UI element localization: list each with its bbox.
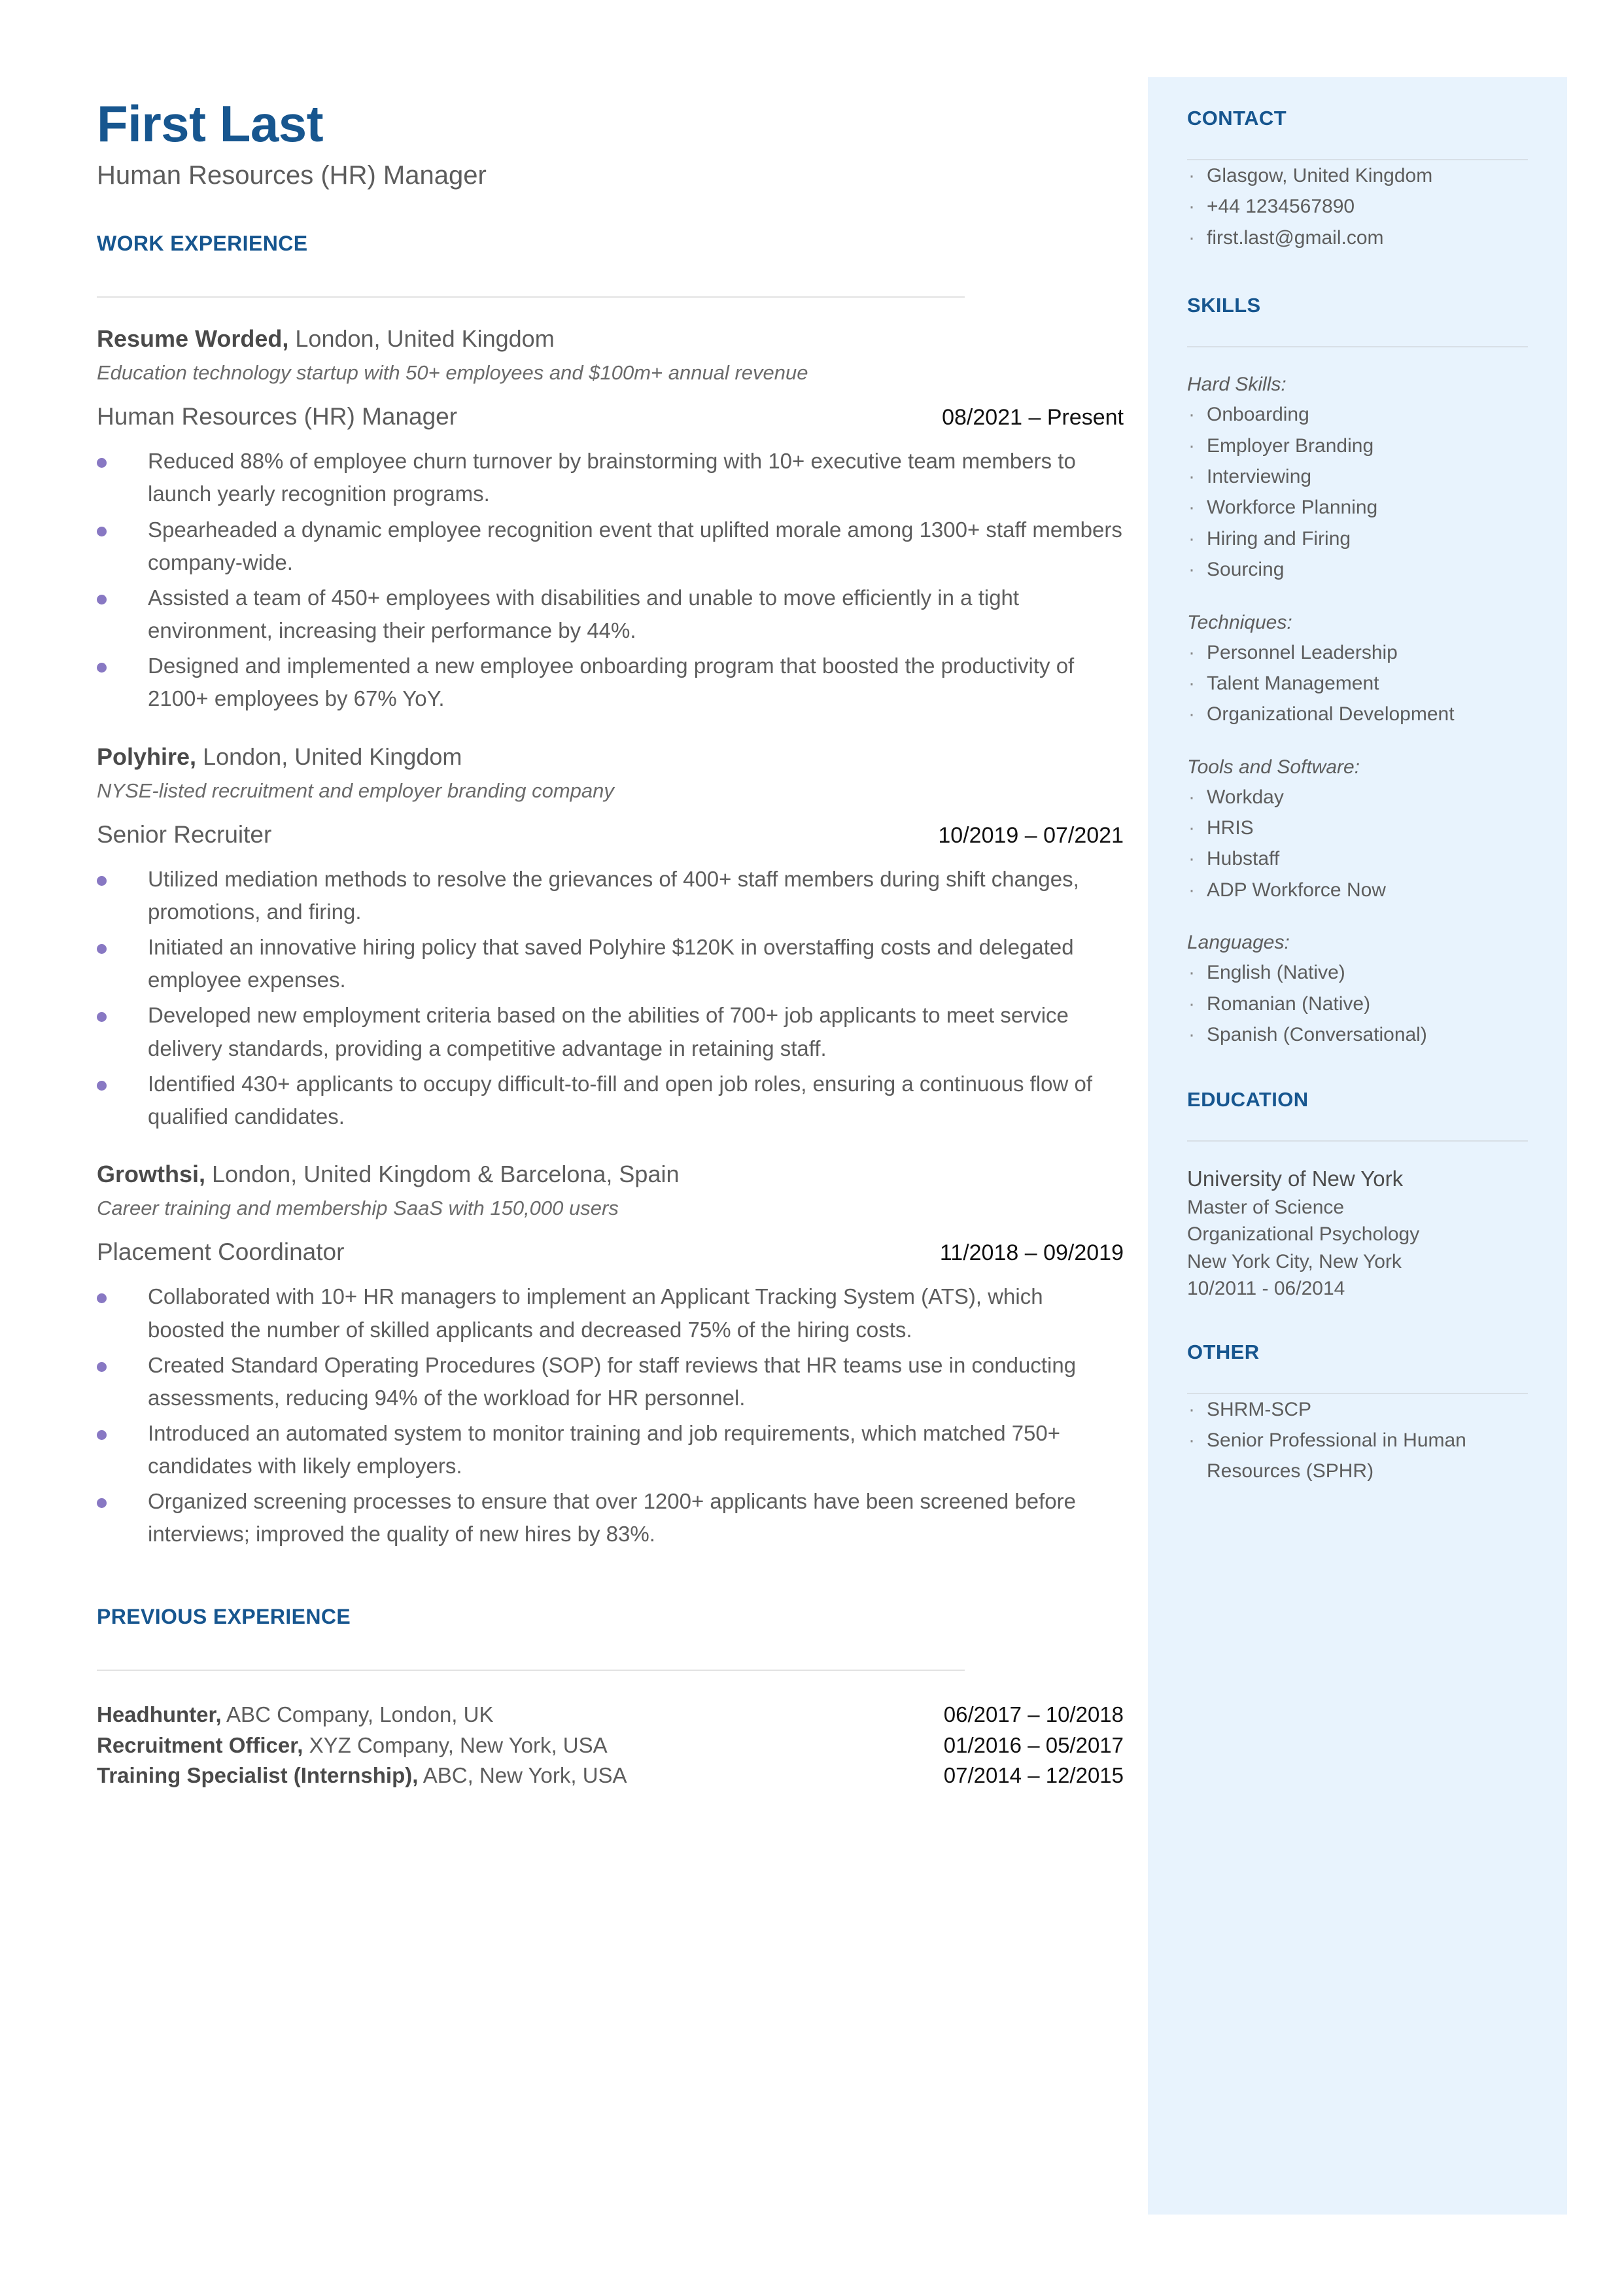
skill-item-text: ADP Workforce Now bbox=[1207, 879, 1386, 901]
other-item bbox=[1187, 1425, 1528, 1487]
contact-list bbox=[1187, 160, 1528, 253]
company-line bbox=[97, 742, 1124, 771]
bullet-dot-icon: · bbox=[1188, 404, 1195, 426]
achievement-item bbox=[97, 514, 1124, 579]
skill-item-text: Interviewing bbox=[1207, 465, 1312, 487]
achievement-item bbox=[97, 999, 1124, 1064]
achievement-item bbox=[97, 650, 1124, 715]
education-field: Organizational Psychology bbox=[1187, 1223, 1420, 1246]
section-heading-skills: SKILLS bbox=[1187, 294, 1261, 317]
skill-item-text: Employer Branding bbox=[1207, 434, 1374, 457]
achievement-item bbox=[97, 1280, 1124, 1346]
bullet-dot-icon: · bbox=[1188, 786, 1195, 808]
previous-role-title: Training Specialist (Internship), bbox=[97, 1763, 419, 1788]
bullet-dot-icon: · bbox=[1188, 165, 1195, 186]
education-entry bbox=[1187, 1164, 1528, 1302]
bullet-dot-icon bbox=[97, 1293, 107, 1303]
previous-role-label bbox=[97, 1730, 608, 1761]
achievement-text: Spearheaded a dynamic employee recognition event that uplifted morale among 1300+ staff members company-wide. bbox=[148, 517, 1122, 574]
bullet-dot-icon: · bbox=[1188, 1398, 1195, 1420]
skill-item-text: English (Native) bbox=[1207, 962, 1345, 984]
bullet-dot-icon: · bbox=[1188, 1024, 1195, 1046]
skill-group-label: Tools and Software: bbox=[1187, 756, 1360, 778]
main-content-column bbox=[97, 95, 1124, 1791]
bullet-dot-icon: · bbox=[1188, 962, 1195, 984]
section-divider-work-experience bbox=[97, 296, 965, 298]
skill-item-text: Personnel Leadership bbox=[1207, 641, 1398, 663]
skill-item-text: Hubstaff bbox=[1207, 848, 1280, 870]
section-heading-contact: CONTACT bbox=[1187, 107, 1287, 130]
skill-group-label: Hard Skills: bbox=[1187, 374, 1287, 396]
contact-item-text: +44 1234567890 bbox=[1207, 196, 1355, 218]
skill-group-label: Languages: bbox=[1187, 932, 1290, 954]
section-heading-work-experience: WORK EXPERIENCE bbox=[97, 232, 308, 255]
skill-item-text: Hiring and Firing bbox=[1207, 527, 1351, 550]
bullet-dot-icon bbox=[97, 1498, 107, 1508]
previous-role-title: Recruitment Officer, bbox=[97, 1732, 303, 1757]
education-institution: University of New York bbox=[1187, 1166, 1404, 1191]
skill-item-text: Onboarding bbox=[1207, 404, 1309, 426]
role-row bbox=[97, 403, 1124, 430]
previous-role-label bbox=[97, 1761, 627, 1791]
achievement-list bbox=[97, 1280, 1124, 1550]
skill-item bbox=[1187, 843, 1528, 874]
previous-role-detail: ABC Company, London, UK bbox=[221, 1702, 494, 1726]
bullet-dot-icon bbox=[97, 1430, 107, 1440]
page-title: First Last bbox=[97, 95, 324, 152]
skill-item bbox=[1187, 957, 1528, 988]
skill-group bbox=[1187, 370, 1528, 585]
skill-item-text: Organizational Development bbox=[1207, 703, 1455, 726]
previous-experience-list bbox=[97, 1700, 1124, 1792]
skill-item bbox=[1187, 492, 1528, 523]
work-experience-entry bbox=[97, 1159, 1124, 1551]
bullet-dot-icon: · bbox=[1188, 703, 1195, 726]
other-item bbox=[1187, 1394, 1528, 1425]
bullet-dot-icon bbox=[97, 1362, 107, 1372]
section-divider-previous-experience bbox=[97, 1670, 965, 1671]
previous-experience-row bbox=[97, 1700, 1124, 1730]
role-row bbox=[97, 821, 1124, 849]
role-dates: 11/2018 – 09/2019 bbox=[939, 1240, 1124, 1266]
skill-item bbox=[1187, 875, 1528, 905]
skills-groups bbox=[1187, 370, 1528, 1050]
skill-item-text: Workday bbox=[1207, 786, 1284, 808]
company-name: Growthsi, bbox=[97, 1161, 206, 1188]
bullet-dot-icon: · bbox=[1188, 641, 1195, 663]
company-line bbox=[97, 1159, 1124, 1189]
previous-role-title: Headhunter, bbox=[97, 1702, 222, 1726]
skill-item-text: Sourcing bbox=[1207, 559, 1285, 581]
skill-item bbox=[1187, 989, 1528, 1019]
skill-list bbox=[1187, 399, 1528, 585]
bullet-dot-icon: · bbox=[1188, 1429, 1195, 1451]
company-description: NYSE-listed recruitment and employer branding company bbox=[97, 779, 614, 802]
company-line bbox=[97, 324, 1124, 353]
other-item-text: SHRM-SCP bbox=[1207, 1398, 1312, 1420]
bullet-dot-icon bbox=[97, 876, 107, 886]
bullet-dot-icon: · bbox=[1188, 527, 1195, 550]
contact-item-text: first.last@gmail.com bbox=[1207, 226, 1384, 249]
achievement-text: Assisted a team of 450+ employees with disabilities and unable to move efficiently in a tight environment, increasing their performance by 44%. bbox=[148, 585, 1020, 643]
bullet-dot-icon bbox=[97, 1012, 107, 1022]
contact-item bbox=[1187, 191, 1528, 222]
skill-item bbox=[1187, 430, 1528, 461]
bullet-dot-icon: · bbox=[1188, 817, 1195, 839]
achievement-list bbox=[97, 863, 1124, 1133]
skill-item-text: Romanian (Native) bbox=[1207, 992, 1371, 1015]
previous-experience-row bbox=[97, 1730, 1124, 1761]
section-divider-education bbox=[1187, 1140, 1528, 1142]
bullet-dot-icon: · bbox=[1188, 848, 1195, 870]
achievement-text: Designed and implemented a new employee onboarding program that boosted the productivity of 2100+ employees by 67% YoY. bbox=[148, 654, 1075, 711]
company-location: London, United Kingdom bbox=[288, 325, 555, 352]
skill-item-text: Talent Management bbox=[1207, 672, 1379, 694]
other-item-text: Senior Professional in Human Resources (SPHR) bbox=[1207, 1429, 1466, 1482]
skill-group-label: Techniques: bbox=[1187, 611, 1292, 633]
bullet-dot-icon bbox=[97, 527, 107, 536]
bullet-dot-icon: · bbox=[1188, 497, 1195, 519]
section-divider-skills bbox=[1187, 346, 1528, 347]
skill-item-text: HRIS bbox=[1207, 817, 1254, 839]
bullet-dot-icon: · bbox=[1188, 879, 1195, 901]
role-dates: 10/2019 – 07/2021 bbox=[938, 822, 1124, 848]
bullet-dot-icon bbox=[97, 1081, 107, 1091]
previous-role-dates: 06/2017 – 10/2018 bbox=[943, 1702, 1124, 1726]
bullet-dot-icon: · bbox=[1188, 434, 1195, 457]
skill-item bbox=[1187, 461, 1528, 492]
previous-experience-row bbox=[97, 1761, 1124, 1791]
role-title: Human Resources (HR) Manager bbox=[97, 403, 458, 430]
skill-item bbox=[1187, 637, 1528, 668]
skill-item-text: Workforce Planning bbox=[1207, 497, 1378, 519]
bullet-dot-icon: · bbox=[1188, 672, 1195, 694]
skill-item bbox=[1187, 554, 1528, 585]
work-experience-entry bbox=[97, 324, 1124, 716]
achievement-item bbox=[97, 1485, 1124, 1550]
achievement-item bbox=[97, 1417, 1124, 1482]
achievement-item bbox=[97, 863, 1124, 928]
achievement-text: Organized screening processes to ensure that over 1200+ applicants have been screened before interviews; improved the quality of new hires by 83%. bbox=[148, 1489, 1076, 1547]
education-degree: Master of Science bbox=[1187, 1196, 1345, 1218]
role-title: Placement Coordinator bbox=[97, 1238, 345, 1266]
bullet-dot-icon: · bbox=[1188, 196, 1195, 218]
bullet-dot-icon: · bbox=[1188, 992, 1195, 1015]
education-location: New York City, New York bbox=[1187, 1250, 1402, 1272]
skill-item bbox=[1187, 813, 1528, 843]
bullet-dot-icon bbox=[97, 595, 107, 604]
contact-item bbox=[1187, 222, 1528, 253]
company-description: Career training and membership SaaS with 150,000 users bbox=[97, 1197, 619, 1220]
achievement-text: Developed new employment criteria based on the abilities of 700+ job applicants to meet service delivery standards, providing a competitive advantage in retaining staff. bbox=[148, 1003, 1069, 1060]
company-name: Resume Worded, bbox=[97, 325, 289, 352]
company-location: London, United Kingdom & Barcelona, Spain bbox=[205, 1161, 680, 1188]
role-row bbox=[97, 1238, 1124, 1266]
work-experience-entry bbox=[97, 742, 1124, 1134]
achievement-text: Reduced 88% of employee churn turnover by brainstorming with 10+ executive team members to launch yearly recognition programs. bbox=[148, 449, 1076, 506]
company-name: Polyhire, bbox=[97, 743, 197, 770]
previous-role-detail: ABC, New York, USA bbox=[418, 1763, 627, 1788]
bullet-dot-icon bbox=[97, 663, 107, 673]
skill-item bbox=[1187, 399, 1528, 430]
skill-item bbox=[1187, 782, 1528, 813]
skill-item bbox=[1187, 668, 1528, 699]
role-title: Senior Recruiter bbox=[97, 820, 272, 848]
skill-group bbox=[1187, 608, 1528, 730]
headline-job-title: Human Resources (HR) Manager bbox=[97, 161, 487, 190]
achievement-text: Introduced an automated system to monitor training and job requirements, which matched 750+ candidates with likely employers. bbox=[148, 1421, 1061, 1479]
section-heading-education: EDUCATION bbox=[1187, 1088, 1309, 1112]
previous-role-dates: 01/2016 – 05/2017 bbox=[943, 1732, 1124, 1757]
skill-group bbox=[1187, 928, 1528, 1050]
other-list bbox=[1187, 1394, 1528, 1487]
achievement-text: Initiated an innovative hiring policy that saved Polyhire $120K in overstaffing costs and delegated employee expenses. bbox=[148, 935, 1074, 992]
achievement-text: Collaborated with 10+ HR managers to implement an Applicant Tracking System (ATS), which boosted the number of skilled applicants and decreased 75% of the hiring costs. bbox=[148, 1284, 1043, 1342]
previous-role-label bbox=[97, 1700, 494, 1730]
bullet-dot-icon bbox=[97, 458, 107, 468]
achievement-item bbox=[97, 931, 1124, 996]
skill-list bbox=[1187, 637, 1528, 730]
role-dates: 08/2021 – Present bbox=[942, 405, 1124, 430]
skill-list bbox=[1187, 957, 1528, 1050]
section-heading-other: OTHER bbox=[1187, 1340, 1260, 1363]
achievement-item bbox=[97, 445, 1124, 510]
skill-item bbox=[1187, 1019, 1528, 1050]
contact-item bbox=[1187, 160, 1528, 191]
skill-item bbox=[1187, 699, 1528, 729]
work-experience-list bbox=[97, 324, 1124, 1551]
education-dates: 10/2011 - 06/2014 bbox=[1187, 1278, 1345, 1300]
skill-item bbox=[1187, 523, 1528, 554]
achievement-item bbox=[97, 1068, 1124, 1133]
skill-list bbox=[1187, 782, 1528, 906]
company-description: Education technology startup with 50+ employees and $100m+ annual revenue bbox=[97, 361, 808, 384]
skill-group bbox=[1187, 752, 1528, 906]
achievement-text: Created Standard Operating Procedures (SOP) for staff reviews that HR teams use in conducting assessments, reducing 94% of the workload for HR personnel. bbox=[148, 1352, 1077, 1410]
bullet-dot-icon bbox=[97, 944, 107, 954]
section-heading-previous-experience: PREVIOUS EXPERIENCE bbox=[97, 1604, 351, 1628]
bullet-dot-icon: · bbox=[1188, 226, 1195, 249]
achievement-item bbox=[97, 1349, 1124, 1414]
bullet-dot-icon: · bbox=[1188, 559, 1195, 581]
previous-role-detail: XYZ Company, New York, USA bbox=[303, 1732, 608, 1757]
sidebar bbox=[1148, 77, 1567, 2215]
achievement-text: Identified 430+ applicants to occupy difficult-to-fill and open job roles, ensuring a continuous flow of qualified candidates. bbox=[148, 1071, 1093, 1129]
company-location: London, United Kingdom bbox=[196, 743, 462, 770]
bullet-dot-icon: · bbox=[1188, 465, 1195, 487]
achievement-text: Utilized mediation methods to resolve the grievances of 400+ staff members during shift changes, promotions, and firing. bbox=[148, 866, 1079, 924]
skill-item-text: Spanish (Conversational) bbox=[1207, 1024, 1427, 1046]
previous-role-dates: 07/2014 – 12/2015 bbox=[943, 1763, 1124, 1788]
contact-item-text: Glasgow, United Kingdom bbox=[1207, 165, 1433, 186]
achievement-item bbox=[97, 582, 1124, 647]
achievement-list bbox=[97, 445, 1124, 715]
